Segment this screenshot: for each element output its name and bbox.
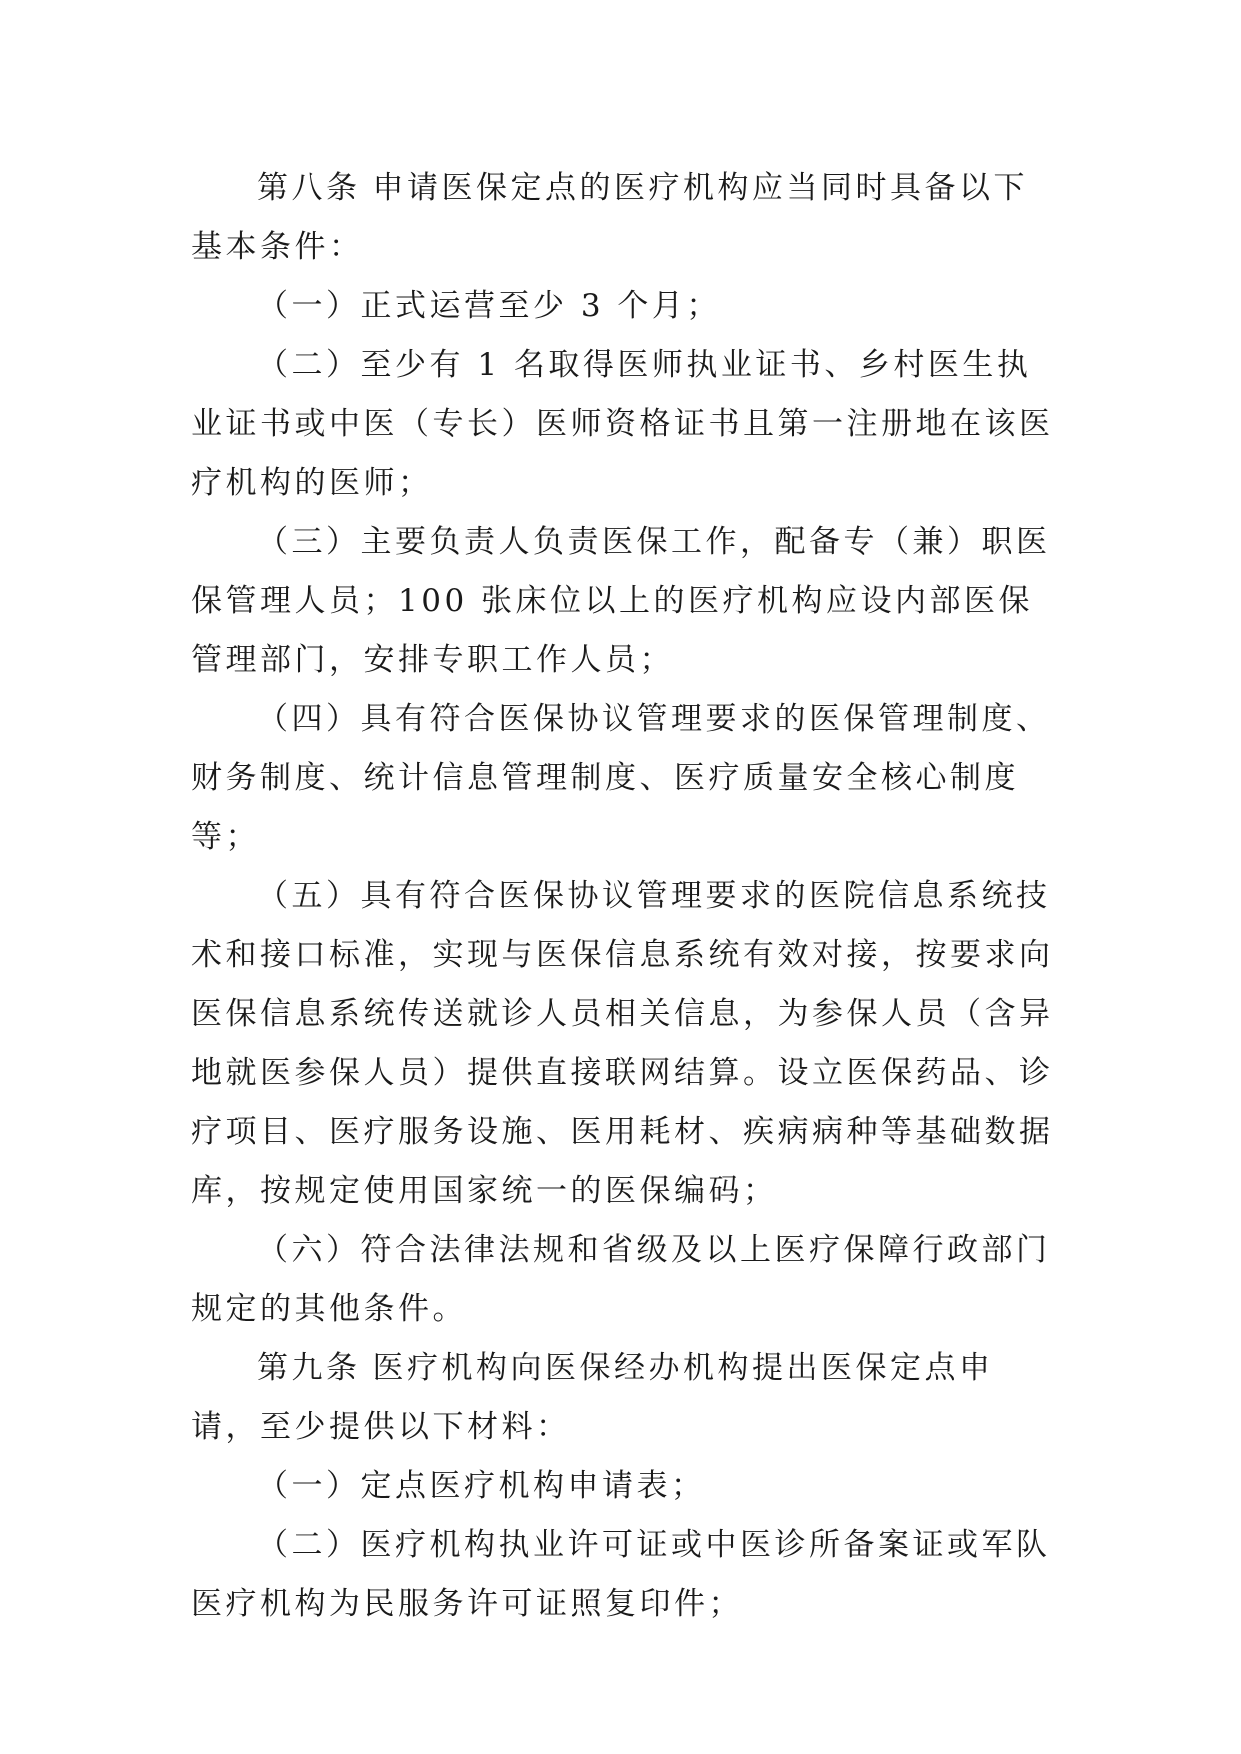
article-8-paragraph (191, 159, 1061, 277)
article-8-item-1: （一）正式运营至少 3 个月； (257, 288, 721, 324)
article-8-text: 申请医保定点的医疗机构应当同时具备以下基本条件： (191, 170, 1028, 265)
article-8-item-2: （二）至少有 1 名取得医师执业证书、乡村医生执业证书或中医（专长）医师资格证书且第一注册地在该医疗机构的医师； (191, 347, 1054, 501)
article-8-item-5: （五）具有符合医保协议管理要求的医院信息系统技术和接口标准，实现与医保信息系统有效对接，按要求向医保信息系统传送就诊人员相关信息，为参保人员（含异地就医参保人员）提供直接联网结算。设立医保药品、诊疗项目、医疗服务设施、医用耗材、疾病病种等基础数据库，按规定使用国家统一的医保编码； (191, 878, 1054, 1209)
document-body (191, 159, 1061, 1634)
article-8-item-6: （六）符合法律法规和省级及以上医疗保障行政部门规定的其他条件。 (191, 1232, 1051, 1327)
article-8-item-4: （四）具有符合医保协议管理要求的医保管理制度、财务制度、统计信息管理制度、医疗质量安全核心制度等； (191, 701, 1051, 855)
article-9-text: 医疗机构向医保经办机构提出医保定点申请，至少提供以下材料： (191, 1350, 994, 1445)
article-9-heading: 第九条 (257, 1350, 361, 1386)
article-8-heading: 第八条 (257, 170, 361, 206)
article-9-paragraph (191, 1339, 1061, 1457)
article-9-item-1: （一）定点医疗机构申请表； (257, 1468, 706, 1504)
article-8-item-3: （三）主要负责人负责医保工作，配备专（兼）职医保管理人员；100 张床位以上的医疗机构应设内部医保管理部门，安排专职工作人员； (191, 524, 1051, 678)
article-9-item-2: （二）医疗机构执业许可证或中医诊所备案证或军队医疗机构为民服务许可证照复印件； (191, 1527, 1051, 1622)
